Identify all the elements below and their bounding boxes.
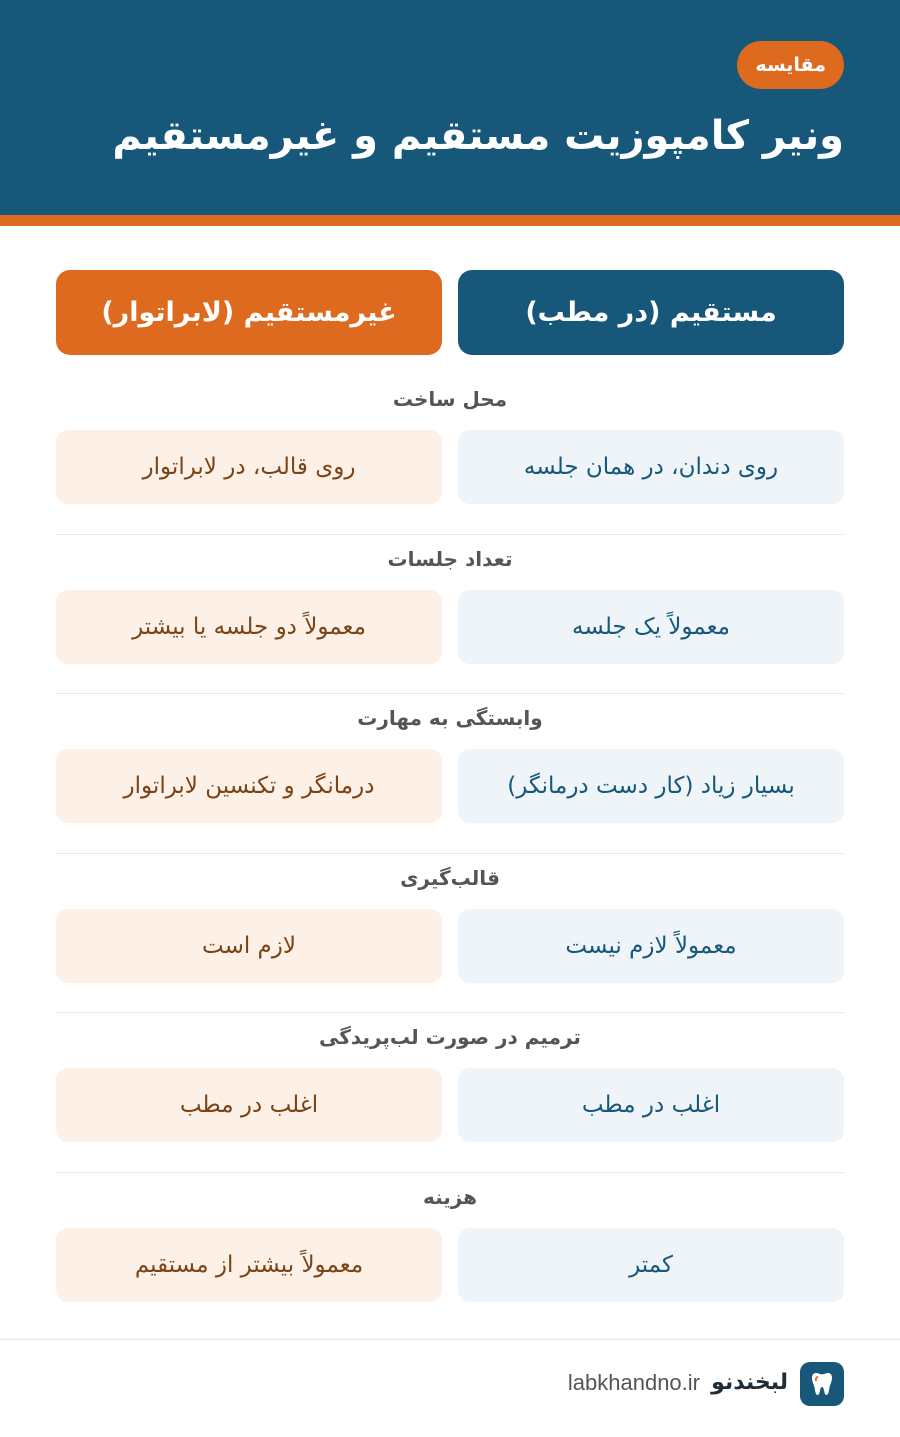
header-accent-stripe: [0, 215, 900, 226]
comparison-row: [56, 375, 844, 535]
comparison-row: [56, 1173, 844, 1333]
column-header-indirect: غیرمستقیم (لابراتوار): [56, 270, 442, 355]
comparison-row: [56, 854, 844, 1014]
row-label: ترمیم در صورت لب‌پریدگی: [319, 1025, 581, 1050]
indirect-value-cell: معمولاً بیشتر از مستقیم: [56, 1228, 442, 1302]
brand-url[interactable]: labkhandno.ir: [567, 1370, 700, 1395]
tooth-icon: [800, 1362, 844, 1406]
row-label: محل ساخت: [392, 387, 508, 411]
row-label: قالب‌گیری: [400, 865, 500, 890]
row-label: هزینه: [422, 1184, 478, 1209]
row-label: تعداد جلسات: [387, 546, 513, 571]
direct-value-cell: بسیار زیاد (کار دست درمانگر): [458, 749, 844, 823]
indirect-value-cell: اغلب در مطب: [56, 1068, 442, 1142]
comparison-table: [56, 375, 844, 1333]
indirect-value-cell: لازم است: [56, 909, 442, 983]
comparison-row: [56, 1013, 844, 1173]
direct-value-cell: معمولاً لازم نیست: [458, 909, 844, 983]
page-title: ونیر کامپوزیت مستقیم و غیرمستقیم: [112, 113, 844, 159]
column-header-direct: مستقیم (در مطب): [458, 270, 844, 355]
direct-value-cell: روی دندان، در همان جلسه: [458, 430, 844, 504]
direct-value-cell: معمولاً یک جلسه: [458, 590, 844, 664]
brand-name: لبخندنو: [711, 1370, 788, 1395]
footer-divider: [0, 1339, 900, 1340]
direct-value-cell: کمتر: [458, 1228, 844, 1302]
row-label: وابستگی به مهارت: [357, 706, 543, 731]
indirect-value-cell: درمانگر و تکنسین لابراتوار: [56, 749, 442, 823]
category-badge: مقایسه: [737, 41, 844, 89]
indirect-value-cell: روی قالب، در لابراتوار: [56, 430, 442, 504]
comparison-row: [56, 694, 844, 854]
direct-value-cell: اغلب در مطب: [458, 1068, 844, 1142]
comparison-row: [56, 535, 844, 695]
indirect-value-cell: معمولاً دو جلسه یا بیشتر: [56, 590, 442, 664]
